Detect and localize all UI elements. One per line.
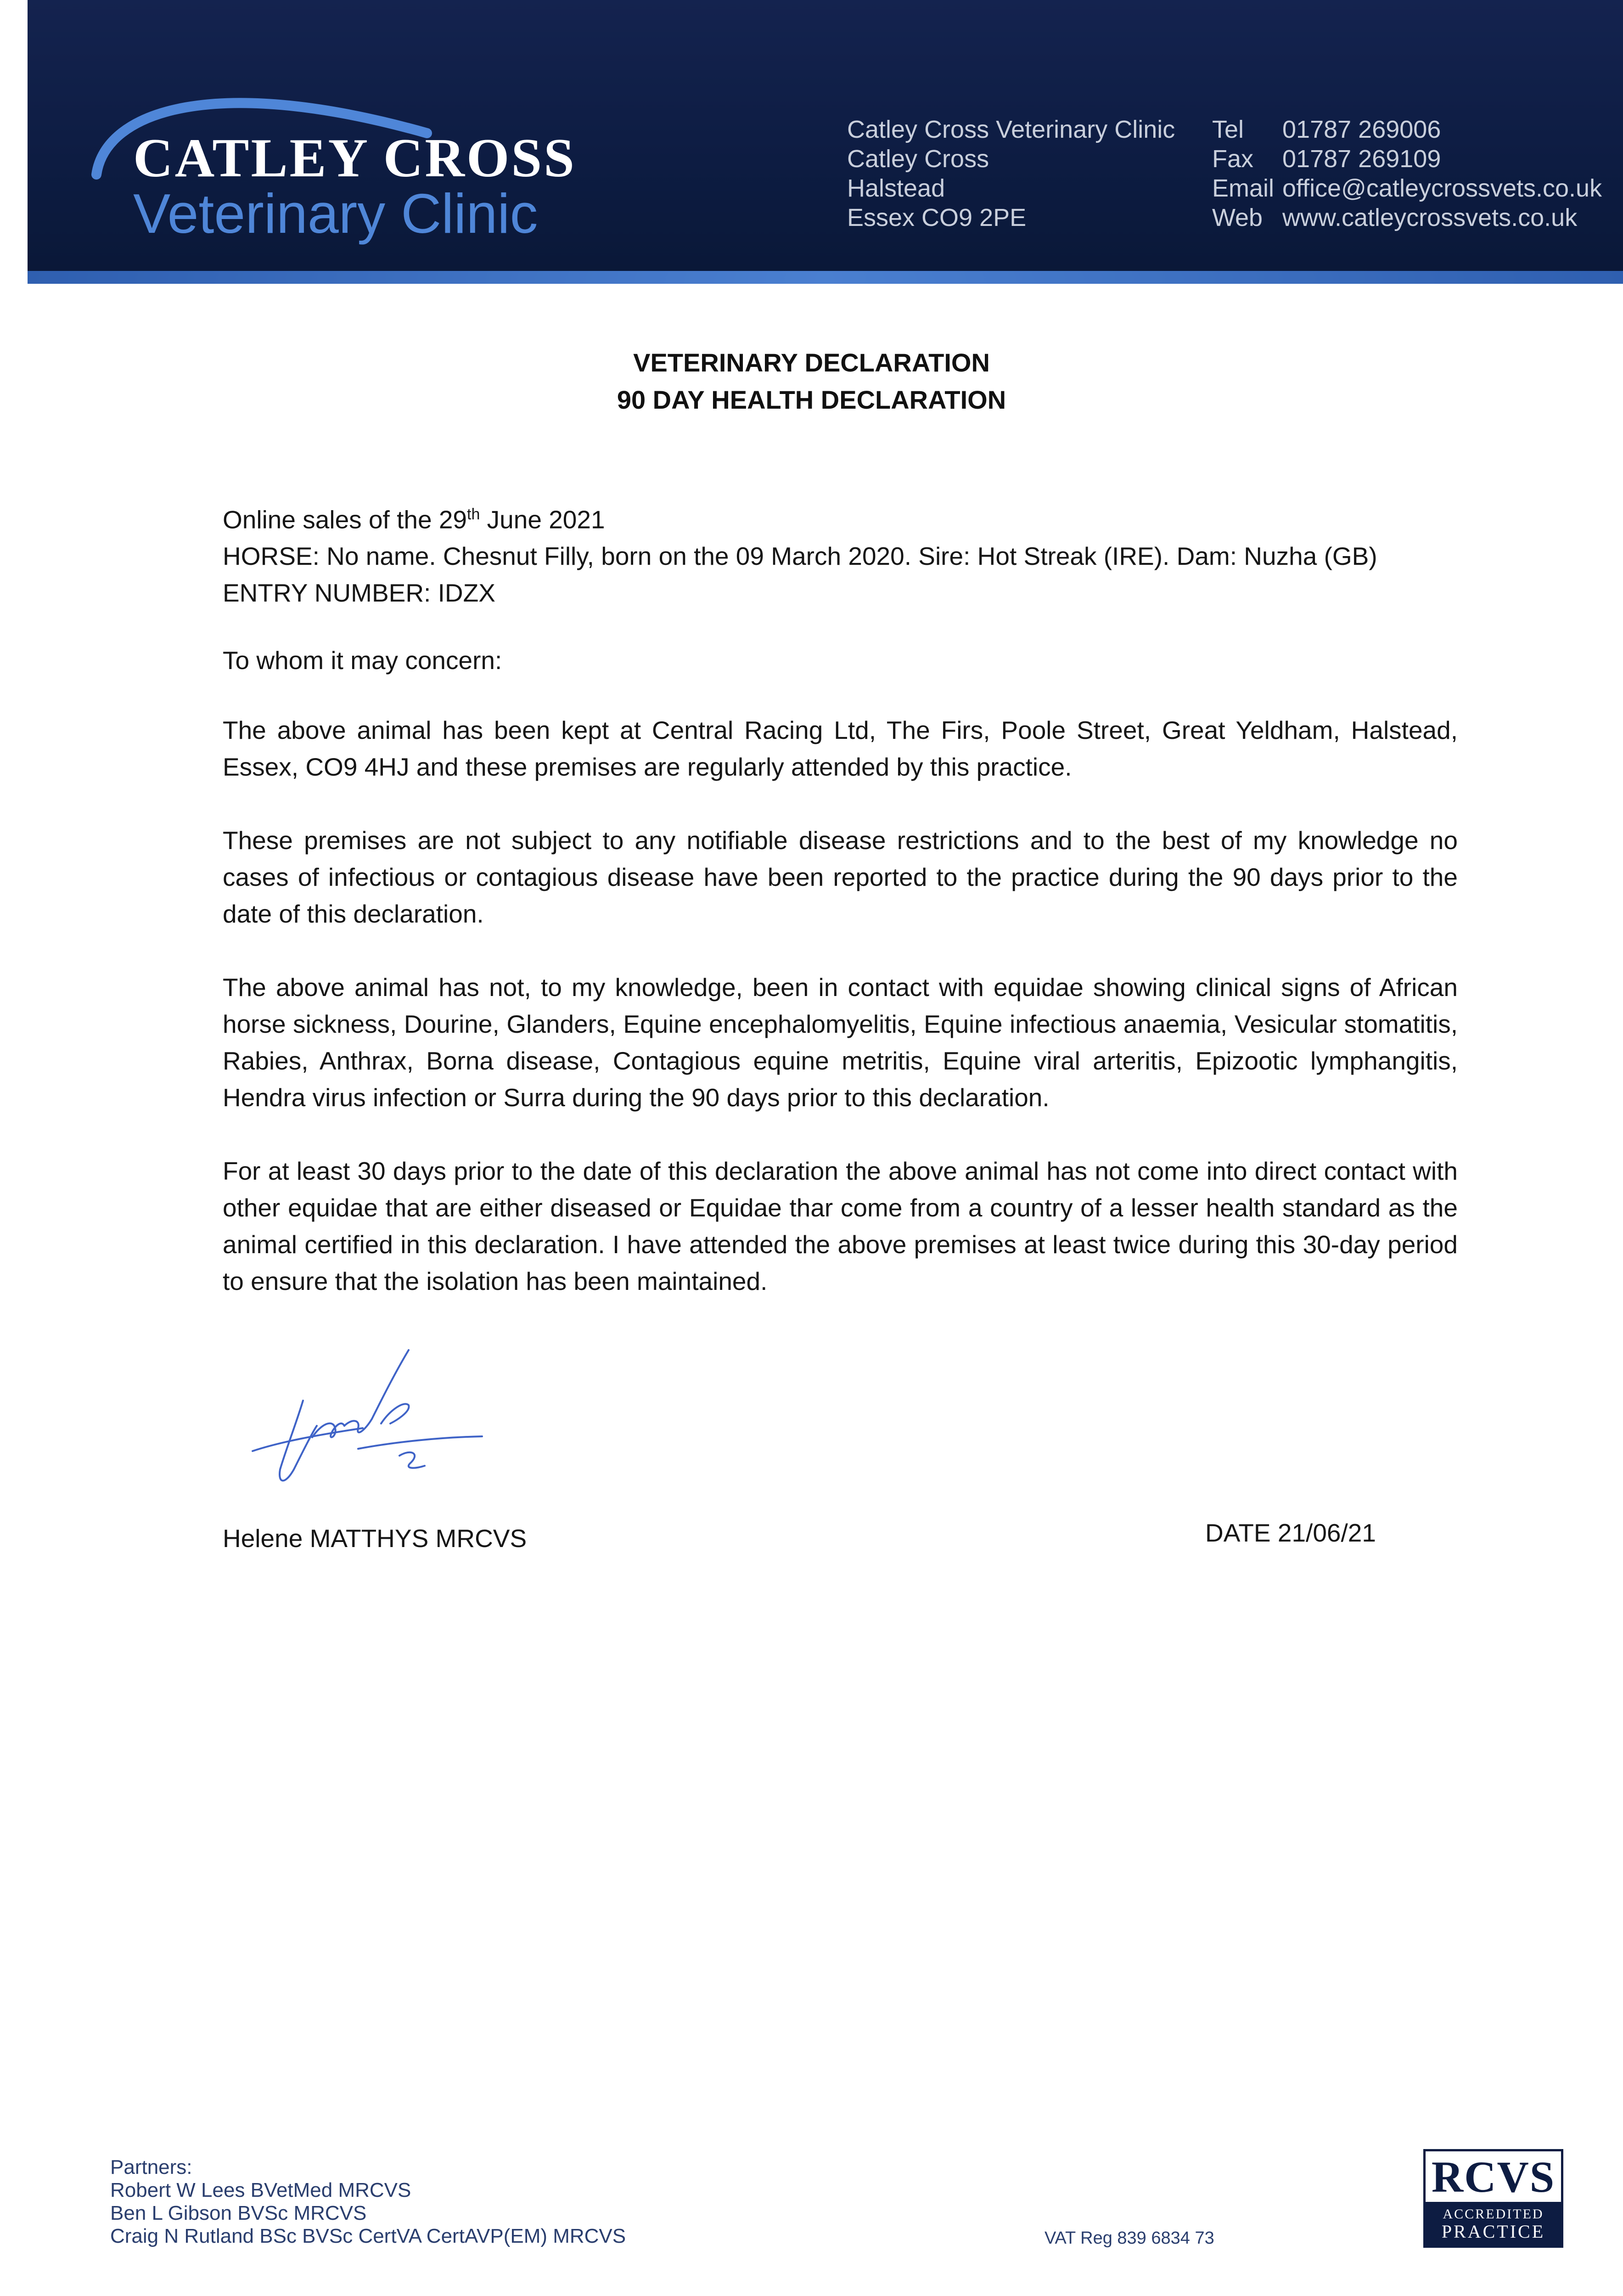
vat-number: VAT Reg 839 6834 73 — [1045, 2228, 1214, 2248]
sale-date-ordinal: th — [467, 506, 480, 523]
partners-label: Partners: — [110, 2156, 192, 2178]
horse-line: HORSE: No name. Chesnut Filly, born on the 09 March 2020. Sire: Hot Streak (IRE). Dam: Nuzha (GB) — [223, 542, 1377, 571]
signer-name: Helene MATTHYS MRCVS — [223, 1524, 527, 1553]
fax-value: 01787 269109 — [1282, 145, 1441, 173]
sale-details — [223, 496, 1458, 611]
paragraph: These premises are not subject to any notifiable disease restrictions and to the best of my knowledge no cases of infectious or contagious disease have been reported to the practice during the 90 days prior to the date of this declaration. — [223, 826, 1458, 928]
badge-line: ACCREDITED — [1443, 2206, 1544, 2222]
address-line: Halstead — [847, 174, 945, 202]
rcvs-accreditation — [1426, 2202, 1561, 2245]
paragraph: The above animal has not, to my knowledge, been in contact with equidae showing clinical signs of African horse sickness, Dourine, Glanders, Equine encephalomyelitis, Equine infectious anaemia, Vesicular stomatitis, Rabies, Anthrax, Borna disease, Contagious equine metritis, Equine viral arteritis, Epizootic lymphangitis, Hendra virus infection or Surra during the 90 days prior to this declaration. — [223, 973, 1458, 1112]
badge-line: PRACTICE — [1441, 2221, 1545, 2242]
letterhead-stripe — [28, 271, 1623, 284]
tel-value: 01787 269006 — [1282, 116, 1441, 143]
signature-icon — [243, 1332, 519, 1525]
paragraph: For at least 30 days prior to the date of this declaration the above animal has not come into direct contact with other equidae that are either diseased or Equidae thar come from a country of a lesser health standard as the animal certified in this declaration. I have attended the above premises at least twice during this 30-day period to ensure that the isolation has been maintained. — [223, 1157, 1458, 1295]
partner-item: Robert W Lees BVetMed MRCVS — [110, 2179, 411, 2201]
contact-labels — [1212, 115, 1274, 232]
sale-date-line — [223, 496, 1458, 538]
address-line: Catley Cross — [847, 145, 989, 173]
contact-values — [1282, 115, 1602, 232]
email-label: Email — [1212, 174, 1275, 202]
document-title: VETERINARY DECLARATION — [633, 348, 990, 377]
rcvs-logo-text: RCVS — [1431, 2152, 1556, 2201]
address-line: Essex CO9 2PE — [847, 204, 1027, 231]
logo-name: CATLEY CROSS — [133, 127, 576, 188]
address-line: Catley Cross Veterinary Clinic — [847, 116, 1175, 143]
tel-label: Tel — [1212, 116, 1244, 143]
email-link[interactable]: office@catleycrossvets.co.uk — [1282, 174, 1602, 202]
logo-subtitle: Veterinary Clinic — [133, 182, 538, 245]
greeting: To whom it may concern: — [223, 646, 502, 675]
rcvs-badge — [1423, 2149, 1563, 2248]
partner-item: Craig N Rutland BSc BVSc CertVA CertAVP(EM) MRCVS — [110, 2225, 626, 2247]
partner-item: Ben L Gibson BVSc MRCVS — [110, 2202, 367, 2224]
fax-label: Fax — [1212, 145, 1254, 173]
document-subtitle: 90 DAY HEALTH DECLARATION — [617, 385, 1006, 414]
declaration-date: DATE 21/06/21 — [1205, 1519, 1376, 1547]
paragraph: The above animal has been kept at Central Racing Ltd, The Firs, Poole Street, Great Yeldham, Halstead, Essex, CO9 4HJ and these premises are regularly attended by this practice. — [223, 716, 1458, 781]
clinic-address — [847, 115, 1175, 232]
entry-number: ENTRY NUMBER: IDZX — [223, 579, 495, 608]
web-link[interactable]: www.catleycrossvets.co.uk — [1282, 204, 1578, 231]
partners-list — [110, 2156, 626, 2248]
sale-date-prefix: Online sales of the 29 — [223, 505, 467, 534]
web-label: Web — [1212, 204, 1263, 231]
sale-date-suffix: June 2021 — [480, 505, 605, 534]
